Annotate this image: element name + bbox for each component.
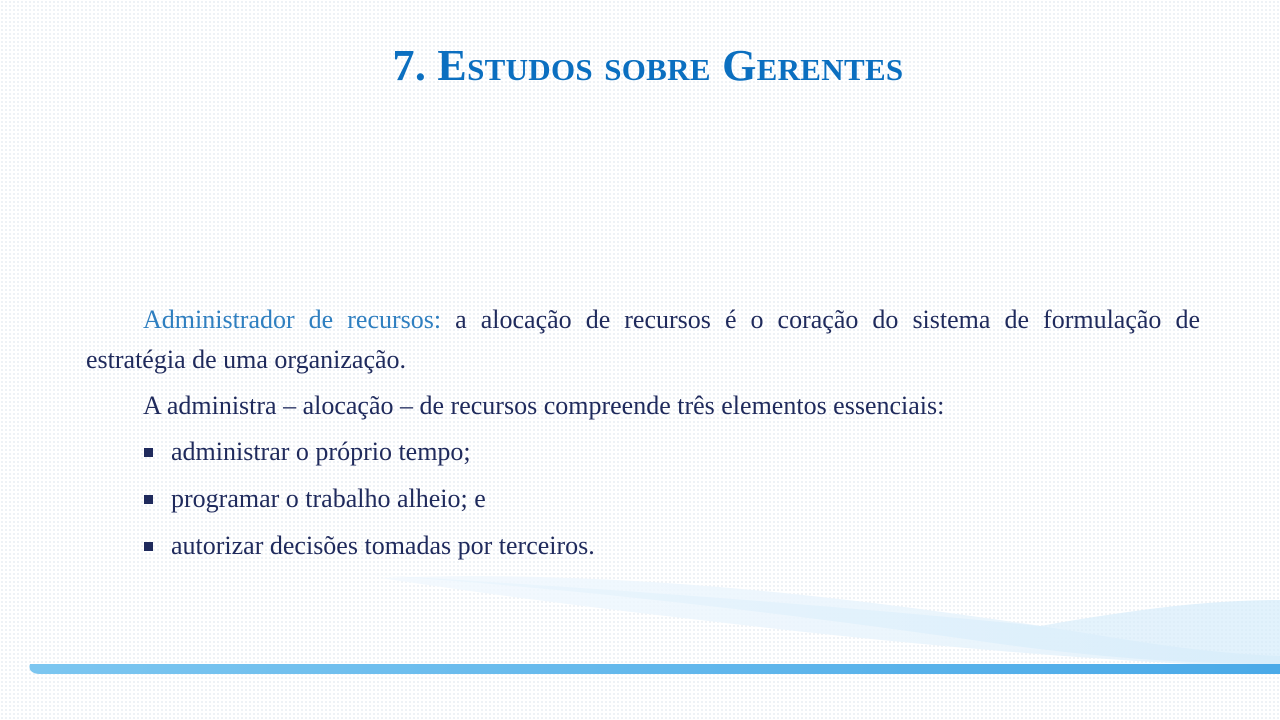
list-item [143, 432, 1200, 472]
bullet-list [86, 432, 1200, 566]
paragraph-resource-administrator [86, 300, 1200, 380]
list-item-text: administrar o próprio tempo; [171, 437, 471, 466]
square-bullet-icon [144, 495, 153, 504]
paragraph-elements-intro: A administra – alocação – de recursos compreende três elementos essenciais: [143, 391, 945, 420]
term-definition: a alocação de recursos é o coração do sistema de formulação de estratégia de uma organização. [86, 305, 1200, 374]
term-label: Administrador de recursos: [143, 305, 442, 334]
list-item-text: autorizar decisões tomadas por terceiros. [171, 531, 595, 560]
decorative-wave-footer [0, 560, 1280, 720]
slide-title: 7. Estudos sobre Gerentes [392, 41, 904, 90]
square-bullet-icon [144, 542, 153, 551]
slide-body [86, 300, 1200, 573]
square-bullet-icon [144, 448, 153, 457]
list-item-text: programar o trabalho alheio; e [171, 484, 486, 513]
list-item [143, 479, 1200, 519]
